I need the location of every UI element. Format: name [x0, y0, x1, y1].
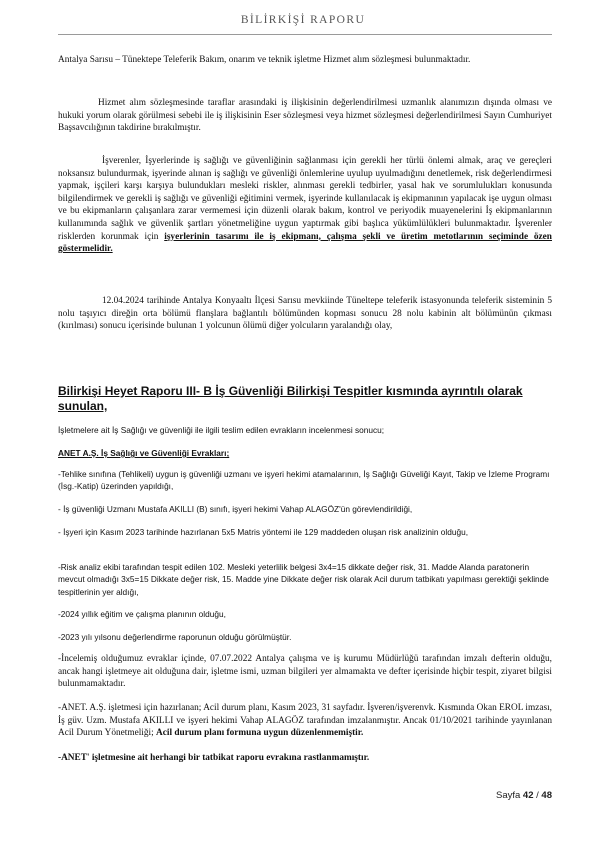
paragraph-service-contract: Hizmet alım sözleşmesinde taraflar arasındaki iş ilişkisinin değerlendirilmesi uzmanlık alanımızın dışında olması ve hukuki yorum olarak görülmesi sebebi ile iş ilişkisinin Eser sözleşmesi veya hizmet sözleşmesi değerlendirilmesi Sayın Cumhuriyet Başsavcılığının takdirine bırakılmıştır. — [58, 98, 552, 134]
paragraph-inspection: -İncelemiş olduğumuz evraklar içinde, 07.07.2022 Antalya çalışma ve iş kurumu Müdürlüğü tarafından imzalı defterin olduğu, ancak hangi işletmeye ait olduğuna dair, işletme ismi, uzman bilgileri yer almamakta ve defter içerisinde hiçbir tespit, ziyaret bilgisi bulunmamaktadır. — [58, 654, 552, 690]
section-intro: İşletmelere ait İş Sağlığı ve güvenliği ile ilgili teslim edilen evrakların incelenmesi sonucu; — [58, 425, 385, 435]
paragraph-drill-report: -ANET' işletmesine ait herhangi bir tatbikat raporu evrakına rastlanmamıştır. — [58, 753, 370, 763]
page-separator: / — [536, 790, 539, 801]
list-item: - İşyeri için Kasım 2023 tarihinde hazırlanan 5x5 Matris yöntemi ile 129 maddeden oluşan risk analizinin olduğu, — [58, 527, 468, 537]
header-title: BİLİRKİŞİ RAPORU — [240, 14, 366, 26]
page-header — [0, 14, 606, 26]
list-item: -Risk analiz ekibi tarafından tespit edilen 102. Mesleki yeterlilik belgesi 3x4=15 dikkate değer risk, 31. Madde Alanda paratonerin mevcut olmadığı 3x5=15 Dikkate değer risk, 15. Madde yine Dikkate değer risk olarak Acil durum tatbikatı yapılması gerektiği şeklinde tespitlerinin yer aldığı, — [58, 562, 549, 597]
paragraph-emergency-plan — [58, 702, 552, 740]
paragraph-incident: 12.04.2024 tarihinde Antalya Konyaaltı İlçesi Sarısu mevkiinde Tüneltepe teleferik istasyonunda teleferik sisteminin 5 nolu taşıyıcı direğin orta bölümü flanşlara bağlantılı bölümünden kopması sonucu 28 nolu kabinin alt bölümünün çıkması (kırılması) sonucu içerisinde bulunan 1 yolcunun ölümü diğer yolcuların yaralandığı olay, — [58, 296, 552, 332]
current-page: 42 — [522, 790, 534, 801]
emergency-plan-text: -ANET. A.Ş. işletmesi için hazırlanan; Acil durum planı, Kasım 2023, 31 sayfadır. İşveren/işverenvk. Kısmında Okan EROL imzası, İş güv. Uzm. Mustafa AKILLI ve işyeri hekimi Vahap ALAGÖZ tarafından imzalanmıştır. Ancak 01/10/2021 tarihinde yayınlanan Acil Durum Yönetmeliği; — [58, 703, 552, 739]
list-item: -Tehlike sınıfına (Tehlikeli) uygun iş güvenliği uzmanı ve işyeri hekimi atamalarının, İş Sağlığı Güveliği Kayıt, Takip ve İzleme Programı (İsg.-Katip) üzerinden yapıldığı, — [58, 469, 550, 492]
page-number — [496, 790, 552, 801]
list-item: -2023 yılı yılsonu değerlendirme raporunun olduğu görülmüştür. — [58, 632, 292, 642]
paragraph-contract: Antalya Sarısu – Tünektepe Teleferik Bakım, onarım ve teknik işletme Hizmet alım sözleşmesi bulunmaktadır. — [58, 55, 471, 65]
page-label: Sayfa — [495, 790, 521, 801]
header-divider — [58, 34, 552, 35]
emergency-plan-emphasis: Acil durum planı formuna uygun düzenlenmemiştir. — [156, 728, 364, 739]
total-pages: 48 — [541, 790, 552, 801]
section-title: Bilirkişi Heyet Raporu III- B İş Güvenliği Bilirkişi Tespitler kısmında ayrıntılı olarak sunulan, — [58, 384, 523, 413]
section-subtitle: ANET A.Ş. İş Sağlığı ve Güvenliği Evrakları; — [58, 448, 230, 458]
employer-duties-text: İşverenler, İşyerlerinde iş sağlığı ve güvenliğinin sağlanması için gerekli her türlü önlemi almak, araç ve gereçleri noksansız bulundurmak, işyerinde alınan iş sağlığı ve güvenliği önlemlerine uyulup uyulmadığını denetlemek, risk değerlendirmesi yapmak, işçileri karşı karşıya bulundukları mesleki riskler, alınması gerekli tedbirler, yasal hak ve sorumlulukları konusunda bilgilendirmek ve gerekli iş sağlığı ve güvenliği eğitimini vermek, işyerinde kullanılacak iş ekipmanının yapılacak işe uygun olması ve bu ekipmanların çalışanlara zarar vermemesi için düzenli olarak bakım, kontrol ve periyodik muayenelerini İş ekipmanlarının kullanımında sağlık ve güvenlik şartları yönetmeliğine uygun yaptırmak gibi başlıca yükümlülükleri bulunmaktadır. İşverenler risklerden korunmak için — [58, 156, 552, 242]
list-item: - İş güvenliği Uzmanı Mustafa AKILLI (B) sınıfı, işyeri hekimi Vahap ALAGÖZ'ün görevlendirildiği, — [58, 504, 413, 514]
list-item: -2024 yıllık eğitim ve çalışma planının olduğu, — [58, 609, 226, 619]
employer-duties-emphasis: işyerlerinin tasarımı ile iş ekipmanı, çalışma şekli ve üretim metotlarının seçiminde özen göstermelidir. — [58, 231, 552, 255]
paragraph-employer-duties — [58, 155, 552, 256]
